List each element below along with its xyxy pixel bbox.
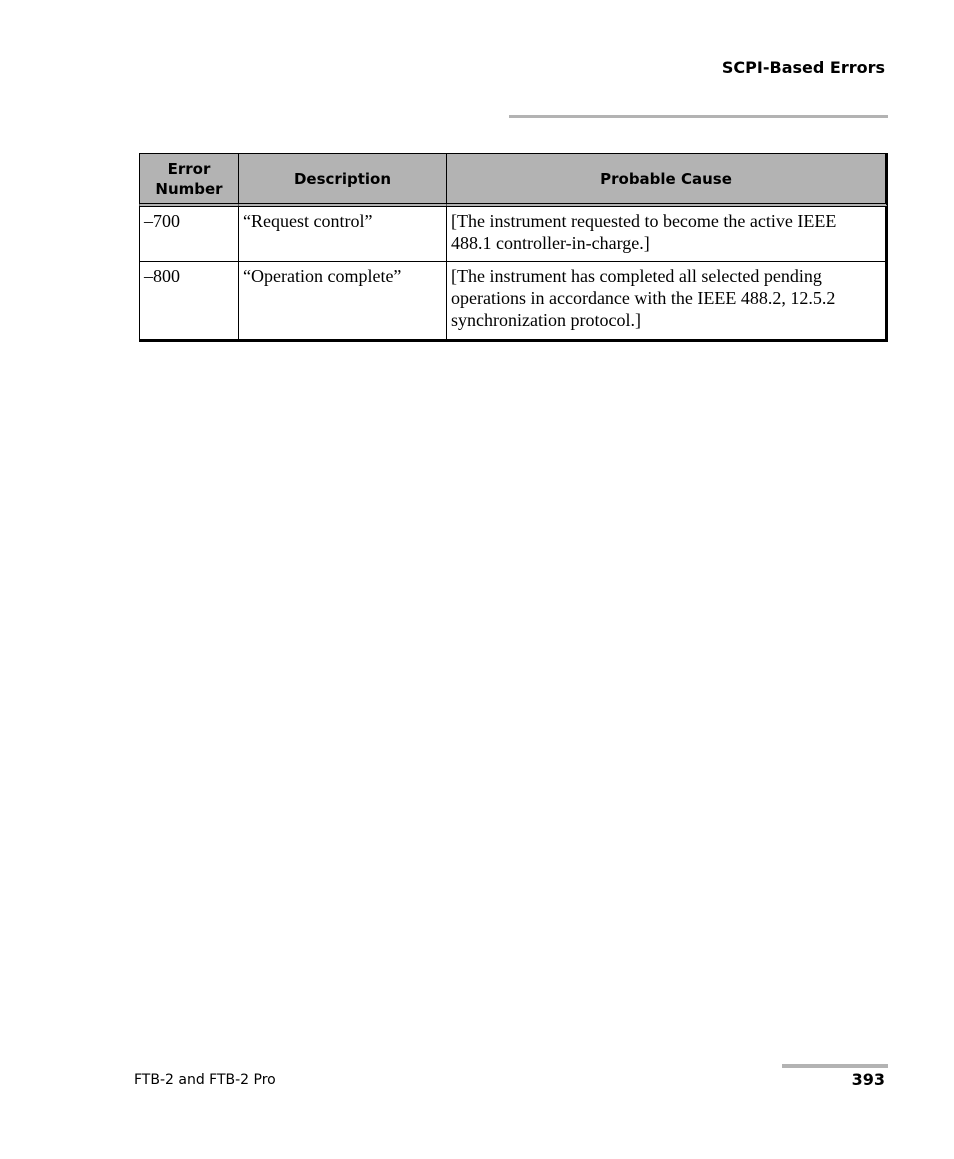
section-title: SCPI-Based Errors: [721, 58, 885, 77]
error-number-cell: –800: [139, 262, 238, 342]
table-row: [139, 207, 888, 262]
footer-rule: [782, 1064, 888, 1068]
footer-product-name: FTB-2 and FTB-2 Pro: [134, 1072, 276, 1088]
description-cell: “Operation complete”: [238, 262, 446, 342]
description-cell: “Request control”: [238, 207, 446, 262]
cause-cell: [The instrument requested to become the active IEEE 488.1 controller-in-charge.]: [446, 207, 888, 262]
table-row: [139, 262, 888, 342]
error-table: [139, 153, 888, 342]
error-number-cell: –700: [139, 207, 238, 262]
column-header-description: Description: [238, 153, 446, 207]
table-header-row: [139, 153, 888, 207]
page-number: 393: [851, 1070, 885, 1089]
column-header-probable-cause: Probable Cause: [446, 153, 888, 207]
cause-cell: [The instrument has completed all selected pending operations in accordance with the IEEE 488.2, 12.5.2 synchronization protocol.]: [446, 262, 888, 342]
column-header-error-number: Error Number: [139, 153, 238, 207]
header-rule: [509, 115, 888, 118]
